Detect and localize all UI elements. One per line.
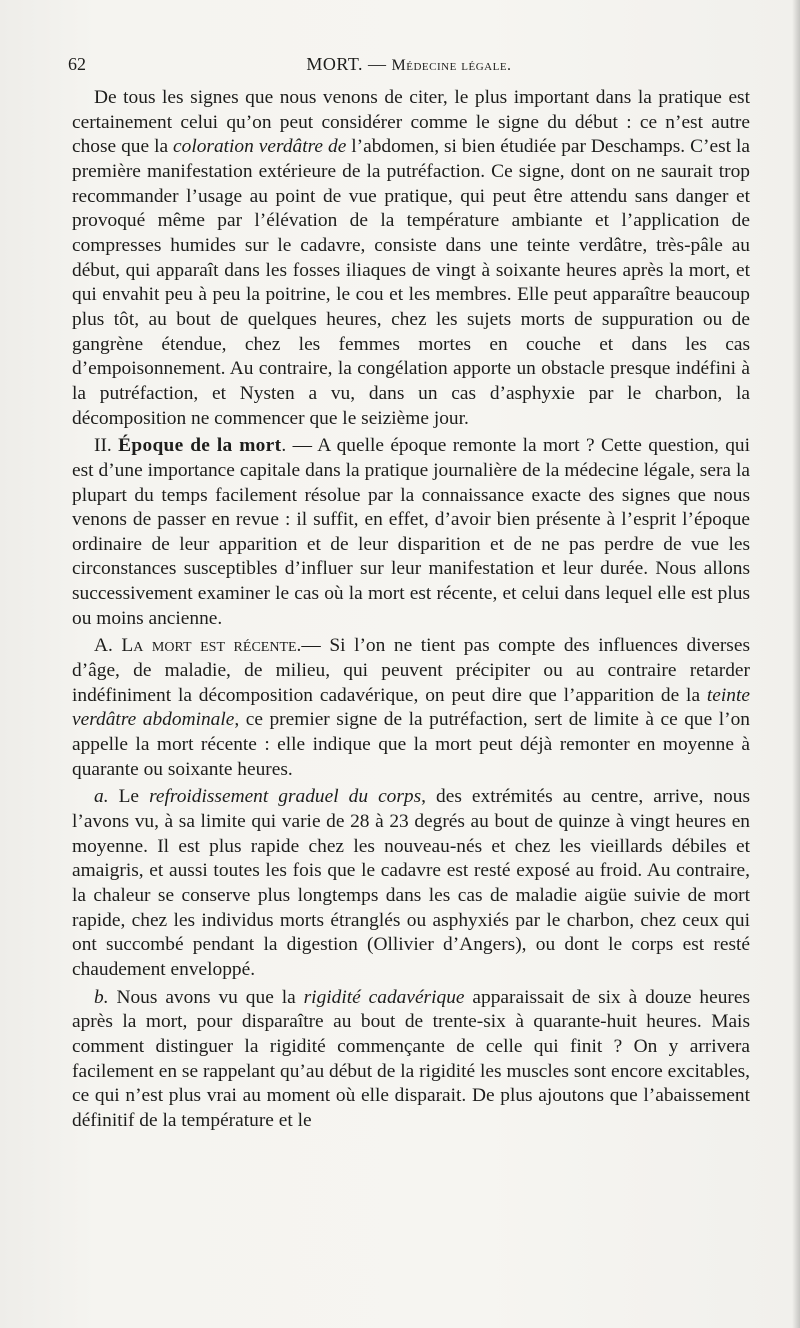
italic-term: teinte verdâtre abdominale xyxy=(72,684,750,731)
subsection-letter: A. xyxy=(94,635,122,657)
text-run: . — A quelle époque remonte la mort ? Cette question, qui est d’une importance capitale dans la pratique journalière de la médecine légale, sera la plupart du temps facilement résolue par la connaissance exacte des signes que nous venons de passer en revue : il suffit, en effet, d’avoir bien présente à l’esprit l’époque ordinaire de leur apparition et de leur disparition et de ne pas perdre de vue les circonstances susceptibles d’influer sur leur manifestation et leur durée. Nous allons successivement examiner le cas où la mort est récente, et celui dans lequel elle est plus ou moins ancienne. xyxy=(72,435,750,629)
paragraph-putrefaction-sign xyxy=(72,86,750,431)
italic-term: refroidissement graduel du corps xyxy=(149,786,422,808)
running-title-separator: — xyxy=(363,54,392,74)
running-title-main: MORT. xyxy=(306,54,364,74)
body-text xyxy=(72,86,750,1134)
text-run: , des extrémités au centre, arrive, nous l’avons vu, à sa limite qui varie de 28 à 23 degrés au bout de quinze à vingt heures en moyenne. Il est plus rapide chez les nouveau-nés et chez les vieillards débiles et amaigris, et aussi toutes les fois que le cadavre est resté exposé au froid. Au contraire, la chaleur se conserve plus longtemps dans les cas de maladie aigüe suivie de mort rapide, chez les individus morts étranglés ou asphyxiés par le charbon, chez ceux qui ont succombé pendant la digestion (Ollivier d’Angers), ou dont le corps est resté chaudement enveloppé. xyxy=(72,786,750,980)
item-letter: b. xyxy=(94,986,109,1008)
text-run: — Si l’on ne tient pas compte des influences diverses d’âge, de maladie, de milieu, qui peuvent précipiter ou au contraire retarder indéfiniment la décomposition cadavérique, on peut dire que l’apparition de la xyxy=(72,635,751,706)
text-run: apparaissait de six à douze heures après la mort, pour disparaître au bout de trente-six à quarante-huit heures. Mais comment distinguer la rigidité commençante de celle qui finit ? On y arrivera facilement en se rappelant qu’au début de la rigidité les muscles sont encore excitables, ce qui n’est plus vrai au moment où elle disparait. De plus ajoutons que l’abaissement définitif de la température et le xyxy=(72,986,750,1131)
paragraph-mort-recente xyxy=(72,634,750,782)
running-title-sub: Médecine légale. xyxy=(391,57,512,74)
section-heading: Époque de la mort xyxy=(118,435,282,457)
running-header xyxy=(68,52,750,76)
text-run: , ce premier signe de la putréfaction, sert de limite à ce que l’on appelle la mort récente : elle indique que la mort peut déjà remonter en moyenne à quarante ou soixante heures. xyxy=(72,709,750,780)
page-number: 62 xyxy=(68,54,86,74)
italic-term: rigidité cadavérique xyxy=(303,986,465,1008)
text-run: De tous les signes que nous venons de citer, le plus important dans la pratique est certainement celui qu’on peut considérer comme le signe du début : ce n’est autre chose que la xyxy=(72,87,750,158)
page-edge-shadow xyxy=(792,0,800,1328)
text-run: Nous avons vu que la xyxy=(108,986,304,1008)
italic-term: coloration verdâtre de xyxy=(173,136,347,158)
paragraph-rigidite xyxy=(72,986,750,1134)
paragraph-refroidissement xyxy=(72,785,750,982)
text-run: l’abdomen, si bien étudiée par Deschamps. C’est la première manifestation extérieure de la putréfaction. Ce signe, dont on ne saurait trop recommander l’usage au point de vue pratique, qui peut être attendu sans danger et provoqué même par l’élévation de la température ambiante et l’application de compresses humides sur le cadavre, consiste dans une teinte verdâtre, très-pâle au début, qui apparaît dans les fosses iliaques de vingt à soixante heures après la mort, et qui envahit peu à peu la poitrine, le cou et les membres. Elle peut apparaître beaucoup plus tôt, au bout de quelques heures, chez les sujets morts de suppuration ou de gangrène étendue, chez les femmes mortes en couche et dans les cas d’empoisonnement. Au contraire, la congélation apporte un obstacle presque indéfini à la putréfaction, et Nysten a vu, dans un cas d’asphyxie par le charbon, la décomposition ne commencer que le seizième jour. xyxy=(72,136,750,429)
text-run: Le xyxy=(108,786,150,808)
paragraph-epoque-de-la-mort xyxy=(72,434,750,631)
subsection-heading: La mort est récente. xyxy=(121,635,302,657)
section-number: II. xyxy=(94,435,119,457)
running-title xyxy=(68,52,750,78)
item-letter: a. xyxy=(94,786,109,808)
